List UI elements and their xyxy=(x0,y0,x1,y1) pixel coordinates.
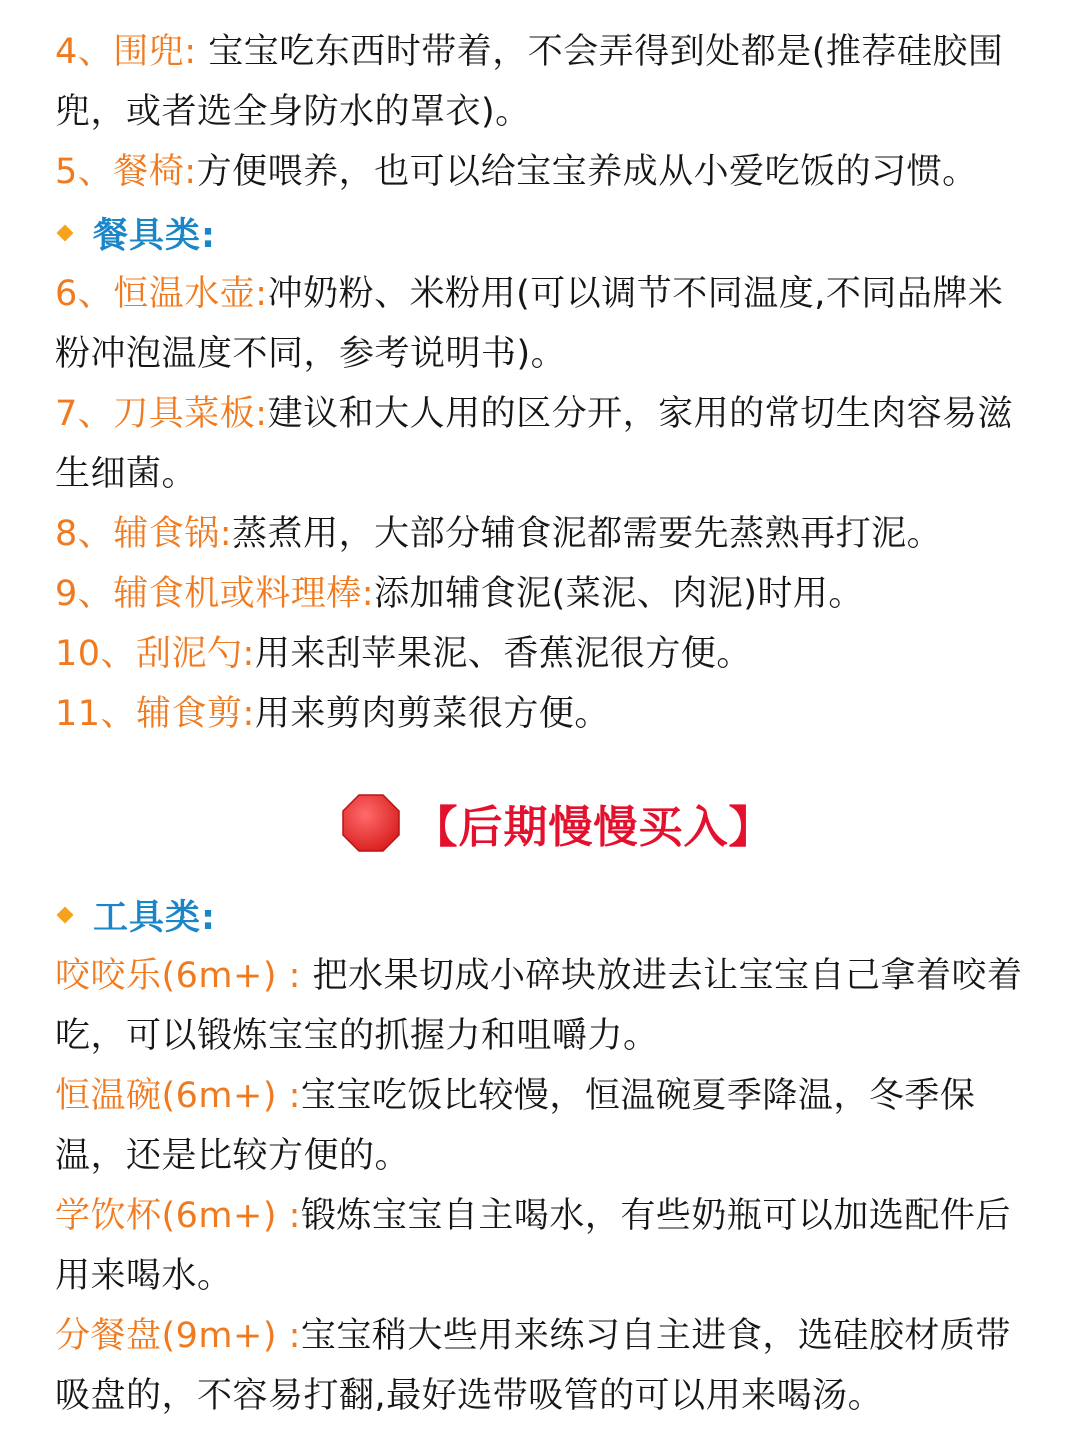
list-item-high-chair xyxy=(55,142,1030,202)
item-text: 蒸煮用，大部分辅食泥都需要先蒸熟再打泥。 xyxy=(232,514,943,554)
item-text: 用来剪肉剪菜很方便。 xyxy=(254,694,610,734)
item-label: 恒温碗(6m+) : xyxy=(55,1076,301,1116)
list-item-divided-plate xyxy=(55,1306,1030,1426)
item-label: 分餐盘(9m+) : xyxy=(55,1316,301,1356)
section-heading-tableware xyxy=(55,202,1030,264)
item-text: 宝宝稍大些用来练习自主进食，选硅胶材质带吸盘的，不容易打翻,最好选带吸管的可以用来喝汤。 xyxy=(55,1316,1011,1416)
list-item-scissors xyxy=(55,684,1030,744)
list-item-blender xyxy=(55,564,1030,624)
items-group-tableware xyxy=(55,264,1030,744)
list-item-scraper-spoon xyxy=(55,624,1030,684)
item-text: 锻炼宝宝自主喝水，有些奶瓶可以加选配件后用来喝水。 xyxy=(55,1196,1011,1296)
list-item-thermal-bowl xyxy=(55,1066,1030,1186)
item-text: 添加辅食泥(菜泥、肉泥)时用。 xyxy=(374,574,864,614)
heading-text: 【后期慢慢买入】 xyxy=(413,802,774,853)
diamond-bullet-icon xyxy=(57,225,74,242)
section-heading-tools xyxy=(55,884,1030,946)
item-label: 8、辅食锅: xyxy=(55,514,233,554)
item-text: 方便喂养，也可以给宝宝养成从小爱吃饭的习惯。 xyxy=(196,152,978,192)
item-text: 建议和大人用的区分开，家用的常切生肉容易滋生细菌。 xyxy=(55,394,1014,494)
list-item-knife-board xyxy=(55,384,1030,504)
list-item-teether-feeder xyxy=(55,946,1030,1066)
page-content xyxy=(55,22,1030,1426)
stop-sign-icon xyxy=(342,794,400,852)
item-label: 11、辅食剪: xyxy=(55,694,255,734)
item-text: 把水果切成小碎块放进去让宝宝自己拿着咬着吃，可以锻炼宝宝的抓握力和咀嚼力。 xyxy=(55,956,1023,1056)
list-item-sippy-cup xyxy=(55,1186,1030,1306)
list-item-pot xyxy=(55,504,1030,564)
section-title: 餐具类: xyxy=(93,216,216,256)
list-item-bib xyxy=(55,22,1030,142)
item-label: 10、刮泥勺: xyxy=(55,634,255,674)
item-label: 6、恒温水壶: xyxy=(55,274,268,314)
item-label: 咬咬乐(6m+) : xyxy=(55,956,301,996)
items-group-top xyxy=(55,22,1030,202)
item-text: 用来刮苹果泥、香蕉泥很方便。 xyxy=(254,634,752,674)
item-label: 7、刀具菜板: xyxy=(55,394,268,434)
item-text: 宝宝吃饭比较慢，恒温碗夏季降温，冬季保温，还是比较方便的。 xyxy=(55,1076,976,1176)
section-title: 工具类: xyxy=(93,898,216,938)
items-group-tools xyxy=(55,946,1030,1426)
item-label: 9、辅食机或料理棒: xyxy=(55,574,375,614)
item-label: 学饮杯(6m+) : xyxy=(55,1196,301,1236)
later-purchase-heading xyxy=(55,764,1030,882)
diamond-bullet-icon xyxy=(57,907,74,924)
item-text: 冲奶粉、米粉用(可以调节不同温度,不同品牌米粉冲泡温度不同，参考说明书)。 xyxy=(55,274,1004,374)
item-label: 5、餐椅: xyxy=(55,152,197,192)
item-text: 宝宝吃东西时带着，不会弄得到处都是(推荐硅胶围兜，或者选全身防水的罩衣)。 xyxy=(55,32,1004,132)
item-label: 4、围兜: xyxy=(55,32,197,72)
list-item-kettle xyxy=(55,264,1030,384)
